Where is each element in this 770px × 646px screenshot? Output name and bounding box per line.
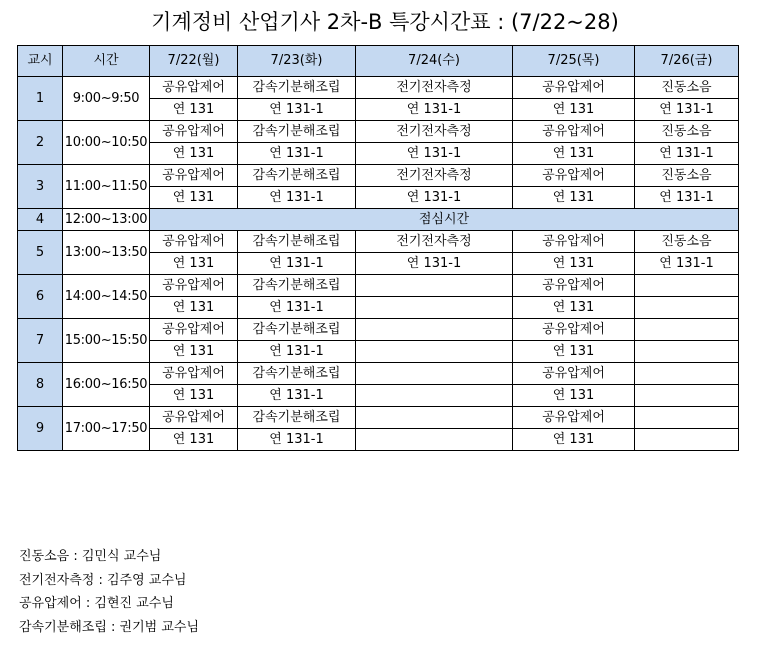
- room-cell: [635, 297, 739, 319]
- room-cell: 연 131: [150, 429, 238, 451]
- room-cell: 연 131-1: [238, 429, 356, 451]
- subject-cell: 전기전자측정: [356, 231, 513, 253]
- period-cell: 8: [18, 363, 63, 407]
- room-cell: 연 131: [150, 187, 238, 209]
- room-cell: 연 131-1: [356, 99, 513, 121]
- subject-cell: [356, 319, 513, 341]
- room-cell: 연 131: [513, 253, 635, 275]
- header-day-fri: 7/26(금): [635, 46, 739, 77]
- room-cell: 연 131: [513, 187, 635, 209]
- period-cell: 2: [18, 121, 63, 165]
- subject-cell: 공유압제어: [513, 121, 635, 143]
- time-cell: 14:00~14:50: [63, 275, 150, 319]
- subject-cell: [635, 319, 739, 341]
- table-row: [18, 319, 739, 341]
- room-cell: 연 131-1: [238, 99, 356, 121]
- time-cell: 17:00~17:50: [63, 407, 150, 451]
- period-cell: 3: [18, 165, 63, 209]
- subject-cell: [356, 275, 513, 297]
- header-time: 시간: [63, 46, 150, 77]
- subject-cell: 공유압제어: [513, 363, 635, 385]
- header-day-tue: 7/23(화): [238, 46, 356, 77]
- room-cell: 연 131-1: [238, 341, 356, 363]
- time-cell: 15:00~15:50: [63, 319, 150, 363]
- time-cell: 11:00~11:50: [63, 165, 150, 209]
- subject-cell: 공유압제어: [150, 165, 238, 187]
- room-cell: 연 131-1: [635, 253, 739, 275]
- header-day-thu: 7/25(목): [513, 46, 635, 77]
- time-cell: 12:00~13:00: [63, 209, 150, 231]
- room-cell: 연 131-1: [238, 253, 356, 275]
- subject-cell: 공유압제어: [150, 319, 238, 341]
- time-cell: 9:00~9:50: [63, 77, 150, 121]
- room-cell: 연 131-1: [635, 187, 739, 209]
- subject-cell: 진동소음: [635, 77, 739, 99]
- subject-cell: 전기전자측정: [356, 77, 513, 99]
- subject-cell: 감속기분해조립: [238, 319, 356, 341]
- room-cell: 연 131-1: [635, 143, 739, 165]
- room-cell: 연 131-1: [238, 143, 356, 165]
- subject-cell: 전기전자측정: [356, 121, 513, 143]
- subject-cell: 감속기분해조립: [238, 407, 356, 429]
- period-cell: 6: [18, 275, 63, 319]
- room-cell: [356, 385, 513, 407]
- period-cell: 5: [18, 231, 63, 275]
- room-cell: 연 131-1: [238, 385, 356, 407]
- subject-cell: 전기전자측정: [356, 165, 513, 187]
- header-day-mon: 7/22(월): [150, 46, 238, 77]
- header-row: [18, 46, 739, 77]
- subject-cell: [635, 275, 739, 297]
- room-cell: [635, 385, 739, 407]
- time-cell: 13:00~13:50: [63, 231, 150, 275]
- table-row: [18, 407, 739, 429]
- subject-cell: 공유압제어: [150, 363, 238, 385]
- table-row: [18, 165, 739, 187]
- room-cell: [356, 297, 513, 319]
- table-row: [18, 121, 739, 143]
- room-cell: 연 131: [150, 385, 238, 407]
- room-cell: 연 131: [513, 341, 635, 363]
- subject-cell: [635, 407, 739, 429]
- lunch-row: [18, 209, 739, 231]
- subject-cell: 공유압제어: [150, 231, 238, 253]
- note-line: 전기전자측정 : 김주영 교수님: [19, 572, 187, 588]
- room-cell: 연 131-1: [356, 253, 513, 275]
- subject-cell: 감속기분해조립: [238, 231, 356, 253]
- room-cell: 연 131: [513, 99, 635, 121]
- subject-cell: 공유압제어: [513, 231, 635, 253]
- room-cell: 연 131: [150, 341, 238, 363]
- time-cell: 10:00~10:50: [63, 121, 150, 165]
- note-line: 공유압제어 : 김현진 교수님: [19, 596, 174, 611]
- timetable: [17, 45, 739, 451]
- table-row: [18, 231, 739, 253]
- subject-cell: [356, 363, 513, 385]
- subject-cell: 감속기분해조립: [238, 363, 356, 385]
- period-cell: 1: [18, 77, 63, 121]
- subject-cell: 감속기분해조립: [238, 77, 356, 99]
- room-cell: [635, 429, 739, 451]
- room-cell: 연 131-1: [356, 143, 513, 165]
- subject-cell: 공유압제어: [513, 407, 635, 429]
- subject-cell: [356, 407, 513, 429]
- lunch-cell: 점심시간: [150, 209, 739, 231]
- room-cell: 연 131: [150, 253, 238, 275]
- subject-cell: 공유압제어: [150, 77, 238, 99]
- header-day-wed: 7/24(수): [356, 46, 513, 77]
- time-cell: 16:00~16:50: [63, 363, 150, 407]
- subject-cell: 공유압제어: [513, 165, 635, 187]
- period-cell: 4: [18, 209, 63, 231]
- subject-cell: 진동소음: [635, 231, 739, 253]
- room-cell: 연 131: [150, 143, 238, 165]
- room-cell: 연 131: [150, 99, 238, 121]
- instructor-notes: [19, 545, 199, 639]
- room-cell: 연 131: [513, 143, 635, 165]
- subject-cell: 감속기분해조립: [238, 121, 356, 143]
- subject-cell: 공유압제어: [150, 275, 238, 297]
- room-cell: 연 131: [513, 429, 635, 451]
- subject-cell: 공유압제어: [513, 275, 635, 297]
- subject-cell: 감속기분해조립: [238, 275, 356, 297]
- room-cell: 연 131: [513, 385, 635, 407]
- page-title: 기계정비 산업기사 2차-B 특강시간표 : (7/22~28): [151, 10, 619, 34]
- room-cell: [356, 341, 513, 363]
- note-line: 진동소음 : 김민식 교수님: [19, 549, 162, 564]
- subject-cell: 공유압제어: [150, 407, 238, 429]
- period-cell: 9: [18, 407, 63, 451]
- subject-cell: 공유압제어: [513, 319, 635, 341]
- note-line: 감속기분해조립 : 권기범 교수님: [19, 619, 200, 635]
- header-period: 교시: [18, 46, 63, 77]
- room-cell: [635, 341, 739, 363]
- table-row: [18, 363, 739, 385]
- subject-cell: 감속기분해조립: [238, 165, 356, 187]
- room-cell: 연 131-1: [356, 187, 513, 209]
- room-cell: 연 131-1: [238, 187, 356, 209]
- table-row: [18, 275, 739, 297]
- room-cell: 연 131-1: [238, 297, 356, 319]
- subject-cell: 진동소음: [635, 121, 739, 143]
- period-cell: 7: [18, 319, 63, 363]
- subject-cell: 공유압제어: [513, 77, 635, 99]
- subject-cell: [635, 363, 739, 385]
- room-cell: 연 131: [513, 297, 635, 319]
- room-cell: 연 131: [150, 297, 238, 319]
- subject-cell: 공유압제어: [150, 121, 238, 143]
- room-cell: 연 131-1: [635, 99, 739, 121]
- subject-cell: 진동소음: [635, 165, 739, 187]
- table-row: [18, 77, 739, 99]
- room-cell: [356, 429, 513, 451]
